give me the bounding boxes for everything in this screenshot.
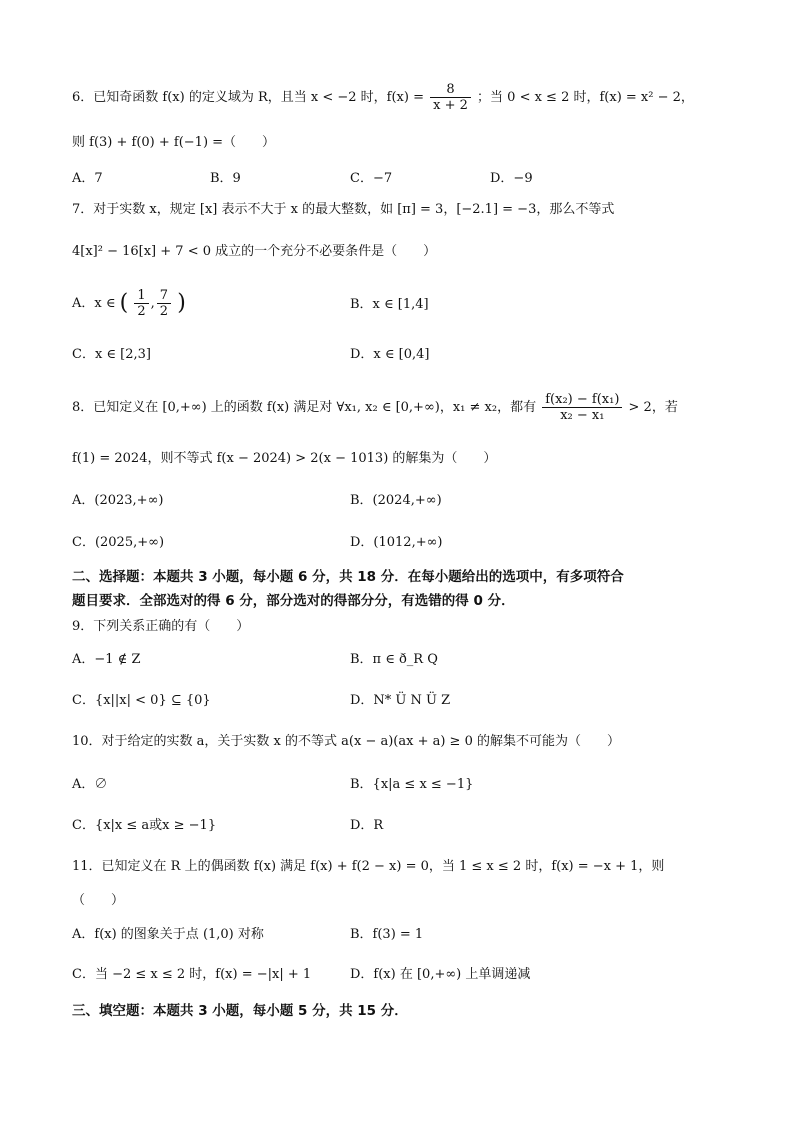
q6-stem-b: ；当 0 < x ≤ 2 时，f(x) = x² − 2， (477, 90, 694, 105)
q9-stem: 9．下列关系正确的有（ ） (72, 619, 250, 634)
q11-option-b: B．f(3) = 1 (350, 927, 424, 942)
q6-option-a: A．7 (72, 171, 103, 186)
q6-fraction (430, 82, 471, 113)
q9-option-b: B．π ∈ ð_R Q (350, 652, 438, 667)
q7-stem-b: 4[x]² − 16[x] + 7 < 0 成立的一个充分不必要条件是（ ） (72, 244, 437, 259)
q11-stem-b: （ ） (72, 893, 125, 908)
q8-option-a: A．(2023,+∞) (72, 493, 164, 508)
q8-frac-num: f(x₂) − f(x₁) (542, 392, 622, 408)
q6-option-d: D．−9 (490, 171, 533, 186)
q11-option-a: A．f(x) 的图象关于点 (1,0) 对称 (72, 927, 264, 942)
q7-optA-f2-num: 7 (157, 288, 171, 304)
q8-option-b: B．(2024,+∞) (350, 493, 442, 508)
q7-optA-f1-num: 1 (134, 288, 148, 304)
q7-optA-f2-den: 2 (159, 304, 169, 319)
q10-option-b: B．{x|a ≤ x ≤ −1} (350, 777, 474, 792)
q6-stem-line1 (72, 82, 694, 113)
q6-option-b: B．9 (210, 171, 241, 186)
q9-option-a: A．−1 ∉ Z (72, 652, 141, 667)
section-2-heading-line2: 题目要求．全部选对的得 6 分，部分选对的得部分分，有选错的得 0 分． (72, 593, 515, 609)
q7-option-d: D．x ∈ [0,4] (350, 347, 430, 362)
q8-stem-b: > 2，若 (628, 400, 678, 415)
q10-option-a: A．∅ (72, 777, 108, 792)
q7-option-a: A．x ∈ ( $\frac{1}{2}$ , $\frac{7}{2}$ ) (72, 288, 186, 319)
q7-stem-a: 7．对于实数 x，规定 [x] 表示不大于 x 的最大整数，如 [π] = 3，[−2.1] = −3，那么不等式 (72, 202, 615, 217)
q6-frac-num: 8 (430, 82, 471, 98)
q7-option-a-frac2 (157, 288, 171, 319)
q6-stem-a: 6．已知奇函数 f(x) 的定义域为 R，且当 x < −2 时，f(x) = (72, 90, 424, 105)
q11-option-c: C．当 −2 ≤ x ≤ 2 时，f(x) = −|x| + 1 (72, 967, 312, 982)
section-3-heading: 三、填空题：本题共 3 小题，每小题 5 分，共 15 分． (72, 1003, 408, 1019)
q7-option-a-rparen: ) (177, 290, 186, 316)
section-2-heading-line1: 二、选择题：本题共 3 小题，每小题 6 分，共 18 分．在每小题给出的选项中，有多项符合 (72, 569, 624, 585)
q8-stem-line1 (72, 392, 678, 423)
q6-stem-c: 则 f(3) + f(0) + f(−1) =（ ） (72, 135, 276, 150)
q8-fraction (542, 392, 622, 423)
q8-stem-c: f(1) = 2024，则不等式 f(x − 2024) > 2(x − 1013) 的解集为（ ） (72, 451, 497, 466)
q11-stem-a: 11．已知定义在 R 上的偶函数 f(x) 满足 f(x) + f(2 − x) = 0，当 1 ≤ x ≤ 2 时，f(x) = −x + 1，则 (72, 859, 665, 874)
q9-option-d: D．N* Ü N Ü Z (350, 693, 451, 708)
q7-option-b: B．x ∈ [1,4] (350, 297, 429, 312)
q7-option-a-lparen: ( (119, 290, 129, 316)
q10-option-d: D．R (350, 818, 384, 833)
q10-option-c: C．{x|x ≤ a或x ≥ −1} (72, 818, 217, 833)
q7-optA-f1-den: 2 (137, 304, 146, 319)
q7-option-c: C．x ∈ [2,3] (72, 347, 151, 362)
q7-option-a-prefix: A．x ∈ (72, 296, 116, 311)
q6-frac-den: x + 2 (433, 98, 468, 113)
q11-option-d: D．f(x) 在 [0,+∞) 上单调递减 (350, 967, 531, 982)
q6-option-c: C．−7 (350, 171, 393, 186)
q8-stem-a: 8．已知定义在 [0,+∞) 上的函数 f(x) 满足对 ∀x₁, x₂ ∈ [0,+∞)，x₁ ≠ x₂，都有 (72, 400, 537, 415)
q8-option-d: D．(1012,+∞) (350, 535, 443, 550)
q10-stem: 10．对于给定的实数 a，关于实数 x 的不等式 a(x − a)(ax + a) ≥ 0 的解集不可能为（ ） (72, 734, 620, 749)
q7-option-a-frac1 (134, 288, 148, 319)
q8-option-c: C．(2025,+∞) (72, 535, 165, 550)
q8-frac-den: x₂ − x₁ (560, 408, 605, 423)
q9-option-c: C．{x||x| < 0} ⊆ {0} (72, 693, 211, 708)
